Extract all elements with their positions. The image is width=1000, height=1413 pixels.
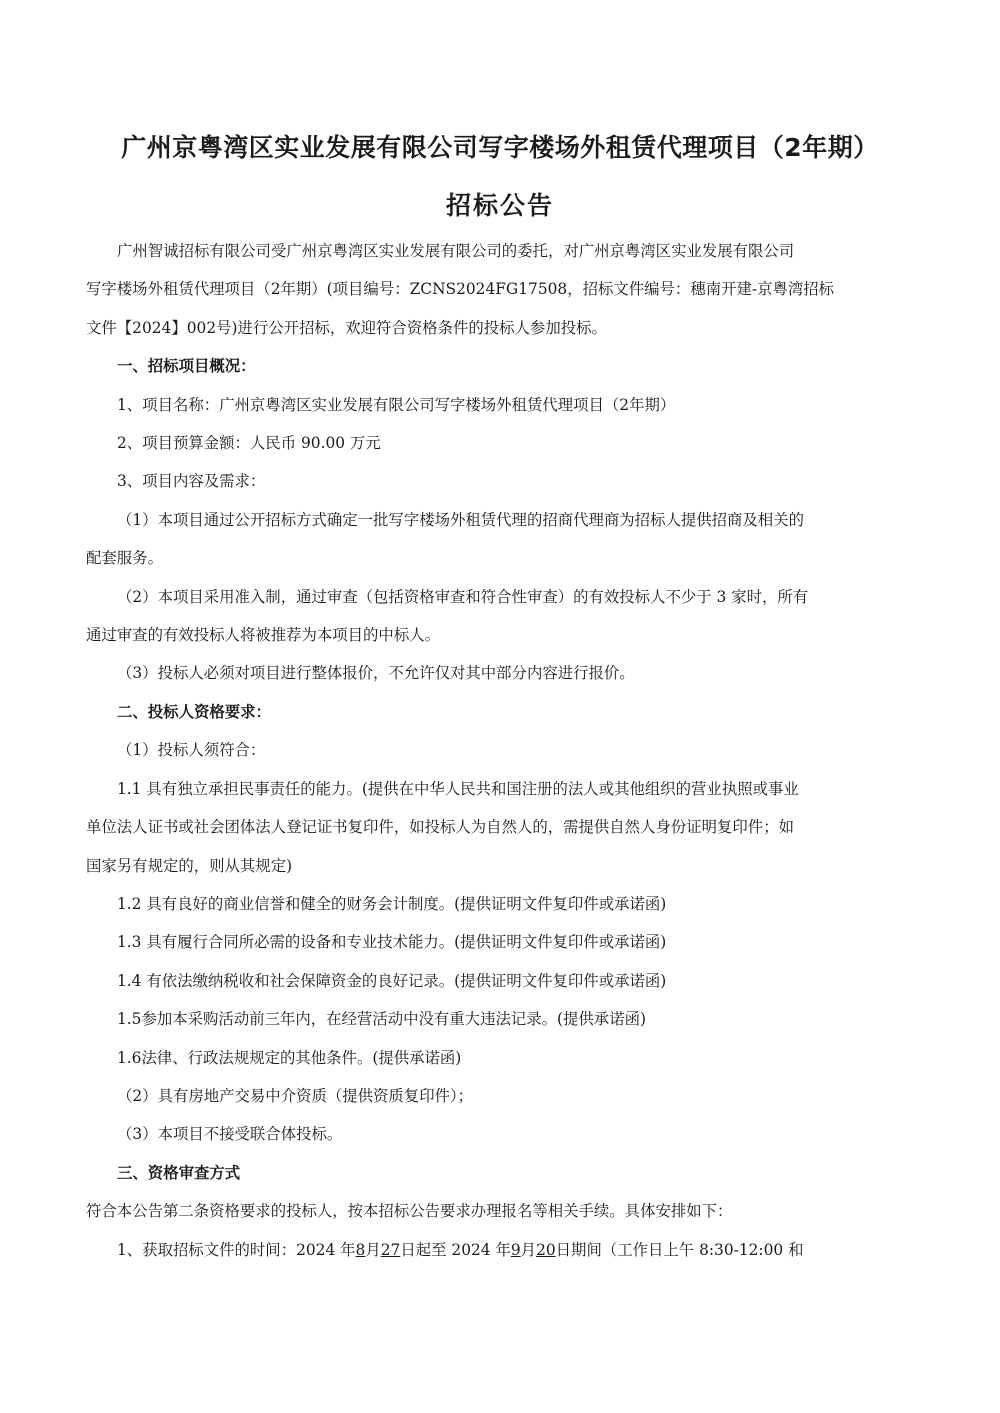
- review-text: 符合本公告第二条资格要求的投标人，按本招标公告要求办理报名等相关手续。具体安排如下：: [86, 1202, 733, 1221]
- section-heading: 三、资格审查方式: [117, 1163, 241, 1182]
- project-name: 1、项目名称：广州京粤湾区实业发展有限公司写字楼场外租赁代理项目（2年期）: [117, 395, 676, 414]
- requirement: 1.3 具有履行合同所必需的设备和专业技术能力。(提供证明文件复印件或承诺函): [117, 933, 667, 952]
- project-content: 3、项目内容及需求：: [117, 472, 266, 491]
- content-item: （3）投标人必须对项目进行整体报价，不允许仅对其中部分内容进行报价。: [117, 664, 635, 683]
- document-title: 广州京粤湾区实业发展有限公司写字楼场外租赁代理项目（2年期）: [121, 133, 879, 162]
- start-month: 8: [355, 1240, 366, 1259]
- requirement: 1.5参加本采购活动前三年内，在经营活动中没有重大违法记录。(提供承诺函): [117, 1010, 646, 1029]
- requirement: （2）具有房地产交易中介资质（提供资质复印件）；: [117, 1086, 474, 1105]
- time-text: 月: [365, 1240, 381, 1259]
- intro-line: 广州智诚招标有限公司受广州京粤湾区实业发展有限公司的委托，对广州京粤湾区实业发展有限公司: [117, 242, 795, 260]
- content-item: （2）本项目采用准入制，通过审查（包括资格审查和符合性审查）的有效投标人不少于 3 家时，所有: [117, 587, 809, 606]
- intro-line: 写字楼场外租赁代理项目（2年期）(项目编号：ZCNS2024FG17508，招标文件编号：穗南开建-京粤湾招标: [86, 280, 835, 299]
- time-text: 月: [520, 1240, 537, 1259]
- end-day: 20: [536, 1240, 556, 1259]
- requirement: 1.1 具有独立承担民事责任的能力。(提供在中华人民共和国注册的法人或其他组织的营业执照或事业: [117, 779, 799, 798]
- requirement: 国家另有规定的，则从其规定): [86, 856, 293, 875]
- document-time: [86, 1231, 908, 1269]
- content-item: （1）本项目通过公开招标方式确定一批写字楼场外租赁代理的招商代理商为招标人提供招商及相关的: [117, 510, 804, 529]
- time-prefix: 1、获取招标文件的时间：2024 年: [117, 1240, 356, 1259]
- end-month: 9: [510, 1240, 521, 1259]
- start-day: 27: [380, 1240, 401, 1259]
- requirement: 单位法人证书或社会团体法人登记证书复印件，如投标人为自然人的，需提供自然人身份证明复印件；如: [86, 818, 794, 837]
- section-heading: 一、招标项目概况：: [117, 357, 256, 376]
- requirement: （1）投标人须符合：: [117, 741, 266, 760]
- section-heading: 二、投标人资格要求：: [117, 702, 271, 721]
- requirement: 1.2 具有良好的商业信誉和健全的财务会计制度。(提供证明文件复印件或承诺函): [117, 894, 667, 913]
- document-subtitle: 招标公告: [445, 191, 554, 220]
- intro-line: 文件【2024】002号)进行公开招标，欢迎符合资格条件的投标人参加投标。: [86, 318, 607, 337]
- content-item: 通过审查的有效投标人将被推荐为本项目的中标人。: [86, 626, 440, 645]
- requirement: 1.4 有依法缴纳税收和社会保障资金的良好记录。(提供证明文件复印件或承诺函): [117, 971, 667, 990]
- content-item: 配套服务。: [86, 549, 163, 568]
- project-budget: 2、项目预算金额：人民币 90.00 万元: [117, 434, 381, 453]
- time-suffix: 日期间（工作日上午 8:30-12:00 和: [555, 1240, 804, 1259]
- time-text: 日起至 2024 年: [400, 1240, 511, 1259]
- requirement: （3）本项目不接受联合体投标。: [117, 1125, 343, 1144]
- requirement: 1.6法律、行政法规规定的其他条件。(提供承诺函): [117, 1048, 462, 1067]
- document-body: [86, 232, 908, 1269]
